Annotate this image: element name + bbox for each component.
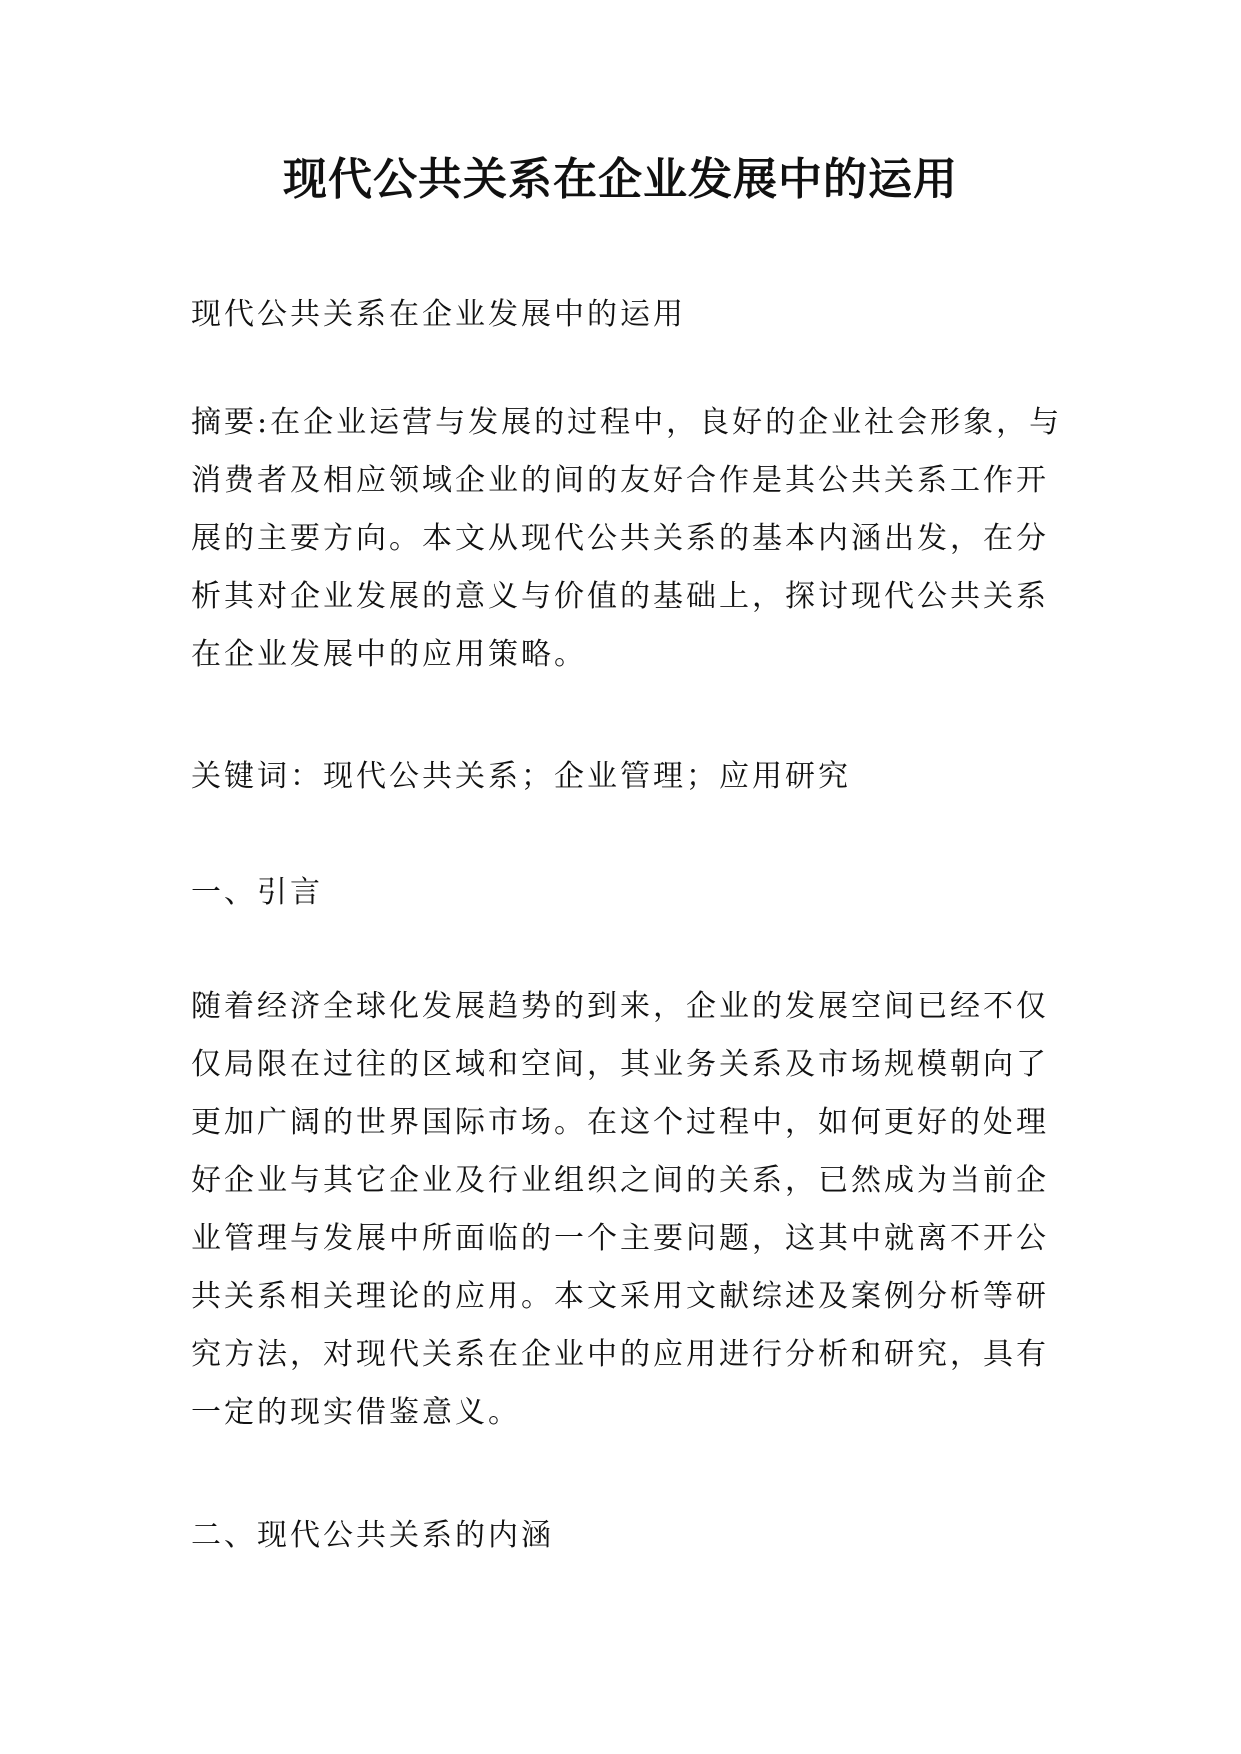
section-heading-connotation: 二、现代公共关系的内涵	[191, 1518, 554, 1553]
abstract-paragraph: 摘要:在企业运营与发展的过程中，良好的企业社会形象，与消费者及相应领域企业的间的友好合作是其公共关系工作开展的主要方向。本文从现代公共关系的基本内涵出发，在分析其对企业发展的意义与价值的基础上，探讨现代公共关系在企业发展中的应用策略。	[191, 405, 1063, 672]
document-title: 现代公共关系在企业发展中的运用	[283, 154, 958, 205]
introduction-paragraph: 随着经济全球化发展趋势的到来，企业的发展空间已经不仅仅局限在过往的区域和空间，其业务关系及市场规模朝向了更加广阔的世界国际市场。在这个过程中，如何更好的处理好企业与其它企业及行业组织之间的关系，已然成为当前企业管理与发展中所面临的一个主要问题，这其中就离不开公共关系相关理论的应用。本文采用文献综述及案例分析等研究方法，对现代关系在企业中的应用进行分析和研究，具有一定的现实借鉴意义。	[191, 989, 1049, 1430]
keywords-line: 关键词：现代公共关系；企业管理；应用研究	[191, 759, 851, 794]
document-subtitle: 现代公共关系在企业发展中的运用	[191, 297, 686, 332]
section-heading-introduction: 一、引言	[191, 875, 323, 910]
